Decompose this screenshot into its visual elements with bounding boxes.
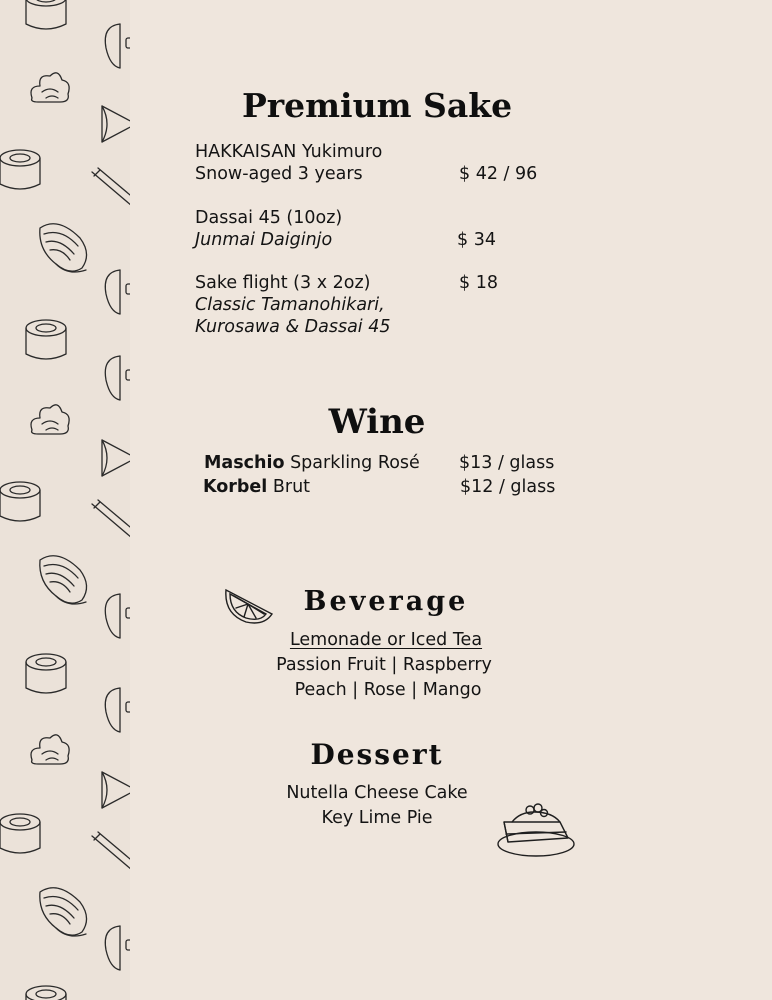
wine-item-1-label: Sparkling Rosé <box>284 453 420 473</box>
sake-item-3-name: Sake flight (3 x 2oz) <box>195 273 371 293</box>
wasabi-icon <box>31 73 69 102</box>
sake-item-1-price: $ 42 / 96 <box>459 164 538 184</box>
sake-item-3-desc-2: Kurosawa & Dassai 45 <box>195 317 391 337</box>
lemon-slice-icon <box>222 584 274 628</box>
wasabi-icon <box>31 735 69 764</box>
nigiri-icon <box>40 556 87 604</box>
wine-item-1-price: $13 / glass <box>459 453 555 473</box>
dessert-item-1: Nutella Cheese Cake <box>286 783 468 803</box>
sushi-roll-icon <box>105 926 130 970</box>
nigiri-icon <box>40 224 87 272</box>
wine-item-1-name <box>204 452 420 474</box>
chopsticks-icon <box>92 168 130 206</box>
nigiri-icon <box>40 888 87 936</box>
sake-item-3-desc-1: Classic Tamanohikari, <box>195 295 385 315</box>
beverage-flavors-2: Peach | Rose | Mango <box>294 680 482 700</box>
sushi-roll-icon <box>105 688 130 732</box>
sushi-roll-icon <box>0 482 40 521</box>
sushi-roll-icon <box>26 654 66 693</box>
nigiri-icon <box>102 440 130 476</box>
sushi-roll-icon <box>105 356 130 400</box>
wine-item-2-price: $12 / glass <box>460 477 556 497</box>
sake-item-1-brand: HAKKAISAN <box>195 142 297 162</box>
sake-section-title: Premium Sake <box>241 86 513 125</box>
sushi-roll-icon <box>26 320 66 359</box>
sake-item-1-name <box>195 141 382 163</box>
dessert-item-2: Key Lime Pie <box>321 808 433 828</box>
wine-section-title: Wine <box>328 402 426 442</box>
wine-item-2-label: Brut <box>267 477 311 497</box>
sushi-roll-icon <box>105 594 130 638</box>
sushi-roll-icon <box>105 270 130 314</box>
beverage-heading: Lemonade or Iced Tea <box>289 630 483 650</box>
beverage-section-title: Beverage <box>303 586 469 617</box>
sake-item-2-desc: Junmai Daiginjo <box>195 230 333 250</box>
cheesecake-icon <box>494 798 578 862</box>
sushi-roll-icon <box>26 0 66 29</box>
beverage-flavors-1: Passion Fruit | Raspberry <box>276 655 492 675</box>
nigiri-icon <box>102 106 130 142</box>
sake-item-3-price: $ 18 <box>459 273 498 293</box>
sake-item-2-price: $ 34 <box>457 230 496 250</box>
dessert-section-title: Dessert <box>310 738 444 771</box>
nigiri-icon <box>102 772 130 808</box>
sushi-roll-icon <box>26 986 66 1000</box>
sake-item-1-label: Yukimuro <box>296 142 383 162</box>
chopsticks-icon <box>92 832 130 870</box>
wine-item-2-name <box>203 476 310 498</box>
sushi-roll-icon <box>105 24 130 68</box>
sushi-pattern-strip <box>0 0 130 1000</box>
wine-item-1-brand: Maschio <box>204 453 285 473</box>
wine-item-2-brand: Korbel <box>203 477 268 497</box>
wasabi-icon <box>31 405 69 434</box>
sushi-roll-icon <box>0 150 40 189</box>
chopsticks-icon <box>92 500 130 538</box>
sake-item-2-name: Dassai 45 (10oz) <box>195 208 343 228</box>
sake-item-1-desc: Snow-aged 3 years <box>195 164 363 184</box>
sushi-roll-icon <box>0 814 40 853</box>
